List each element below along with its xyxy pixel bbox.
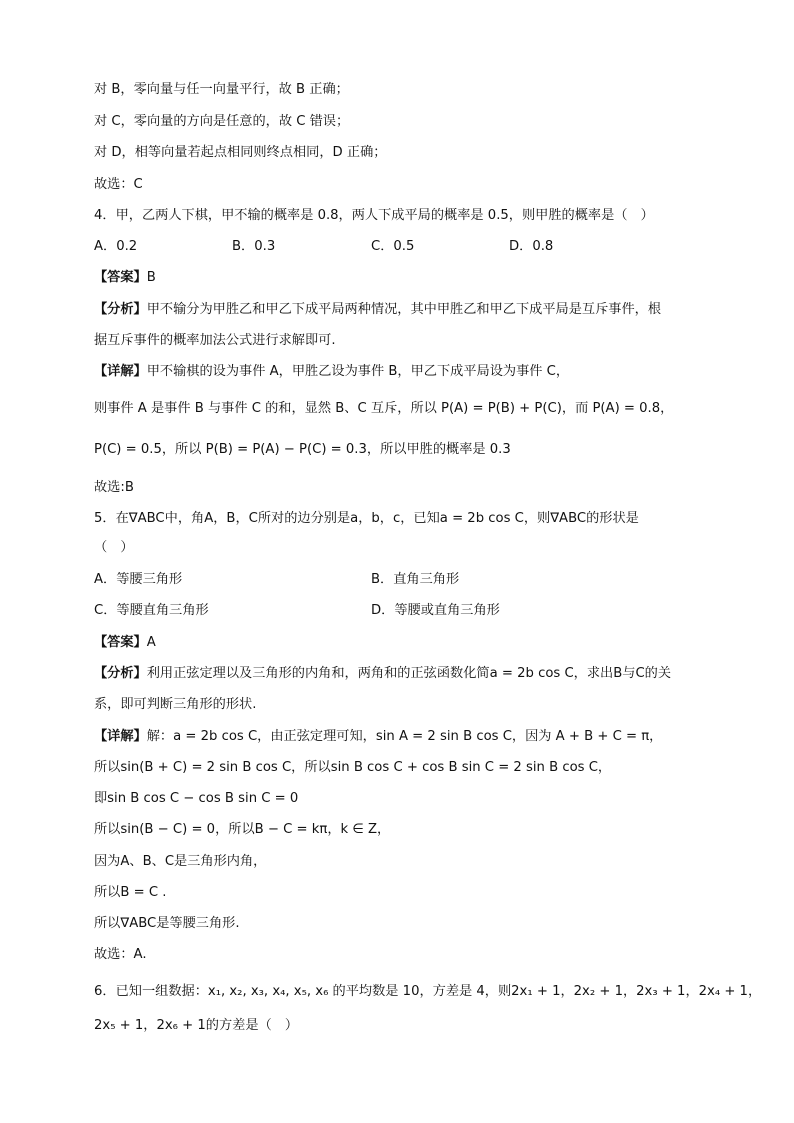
text-line: 所以sin(B + C) = 2 sin B cos C，所以sin B cos C + cos B sin C = 2 sin B cos C， [94,760,612,775]
text-line: 则事件 A 是事件 B 与事件 C 的和，显然 B、C 互斥，所以 P(A) = P(B) + P(C)，而 P(A) = 0.8， [94,401,674,416]
answer-line: 【答案】B [94,270,156,285]
text-line: 对 C，零向量的方向是任意的，故 C 错误； [94,114,350,129]
text-line: 故选：C [94,177,143,192]
q4-option-b: B．0.3 [232,239,276,254]
question-4-stem: 4．甲，乙两人下棋，甲不输的概率是 0.8，两人下成平局的概率是 0.5，则甲胜的概率是（ ） [94,208,654,223]
q5-option-c: C．等腰直角三角形 [94,603,209,618]
detail-line: 【详解】甲不输棋的设为事件 A，甲胜乙设为事件 B，甲乙下成平局设为事件 C， [94,364,570,379]
detail-line: 【详解】解：a = 2b cos C，由正弦定理可知，sin A = 2 sin B cos C，因为 A + B + C = π， [94,729,663,744]
q5-option-a: A．等腰三角形 [94,572,183,587]
analysis-line: 【分析】甲不输分为甲胜乙和甲乙下成平局两种情况，其中甲胜乙和甲乙下成平局是互斥事件，根 [94,302,662,317]
text-line: 对 B，零向量与任一向量平行，故 B 正确； [94,82,349,97]
question-6-stem: 6．已知一组数据：x₁, x₂, x₃, x₄, x₅, x₆ 的平均数是 10，方差是 4，则2x₁ + 1，2x₂ + 1，2x₃ + 1，2x₄ + 1， [94,984,762,999]
q5-option-d: D．等腰或直角三角形 [371,603,500,618]
text-line: 所以B = C . [94,885,167,900]
text-line: 即sin B cos C − cos B sin C = 0 [94,791,299,806]
q4-option-a: A．0.2 [94,239,138,254]
text-line: 2x₅ + 1，2x₆ + 1的方差是（ ） [94,1018,299,1033]
text-line: 故选:B [94,480,134,495]
text-line: 据互斥事件的概率加法公式进行求解即可. [94,333,336,348]
q4-option-c: C．0.5 [371,239,415,254]
text-line: （ ） [94,540,134,555]
question-5-stem: 5．在∇ABC中，角A，B，C所对的边分别是a，b，c，已知a = 2b cos C，则∇ABC的形状是 [94,511,639,526]
q5-option-b: B．直角三角形 [371,572,460,587]
q4-option-d: D．0.8 [509,239,554,254]
text-line: P(C) = 0.5，所以 P(B) = P(A) − P(C) = 0.3，所以甲胜的概率是 0.3 [94,442,511,457]
text-line: 系，即可判断三角形的形状. [94,697,257,712]
text-line: 因为A、B、C是三角形内角， [94,854,267,869]
text-line: 对 D，相等向量若起点相同则终点相同，D 正确； [94,145,387,160]
text-line: 所以∇ABC是等腰三角形. [94,916,240,931]
analysis-line: 【分析】利用正弦定理以及三角形的内角和，两角和的正弦函数化简a = 2b cos C，求出B与C的关 [94,666,672,681]
answer-line: 【答案】A [94,635,156,650]
text-line: 所以sin(B − C) = 0，所以B − C = kπ，k ∈ Z， [94,822,391,837]
text-line: 故选：A. [94,947,147,962]
